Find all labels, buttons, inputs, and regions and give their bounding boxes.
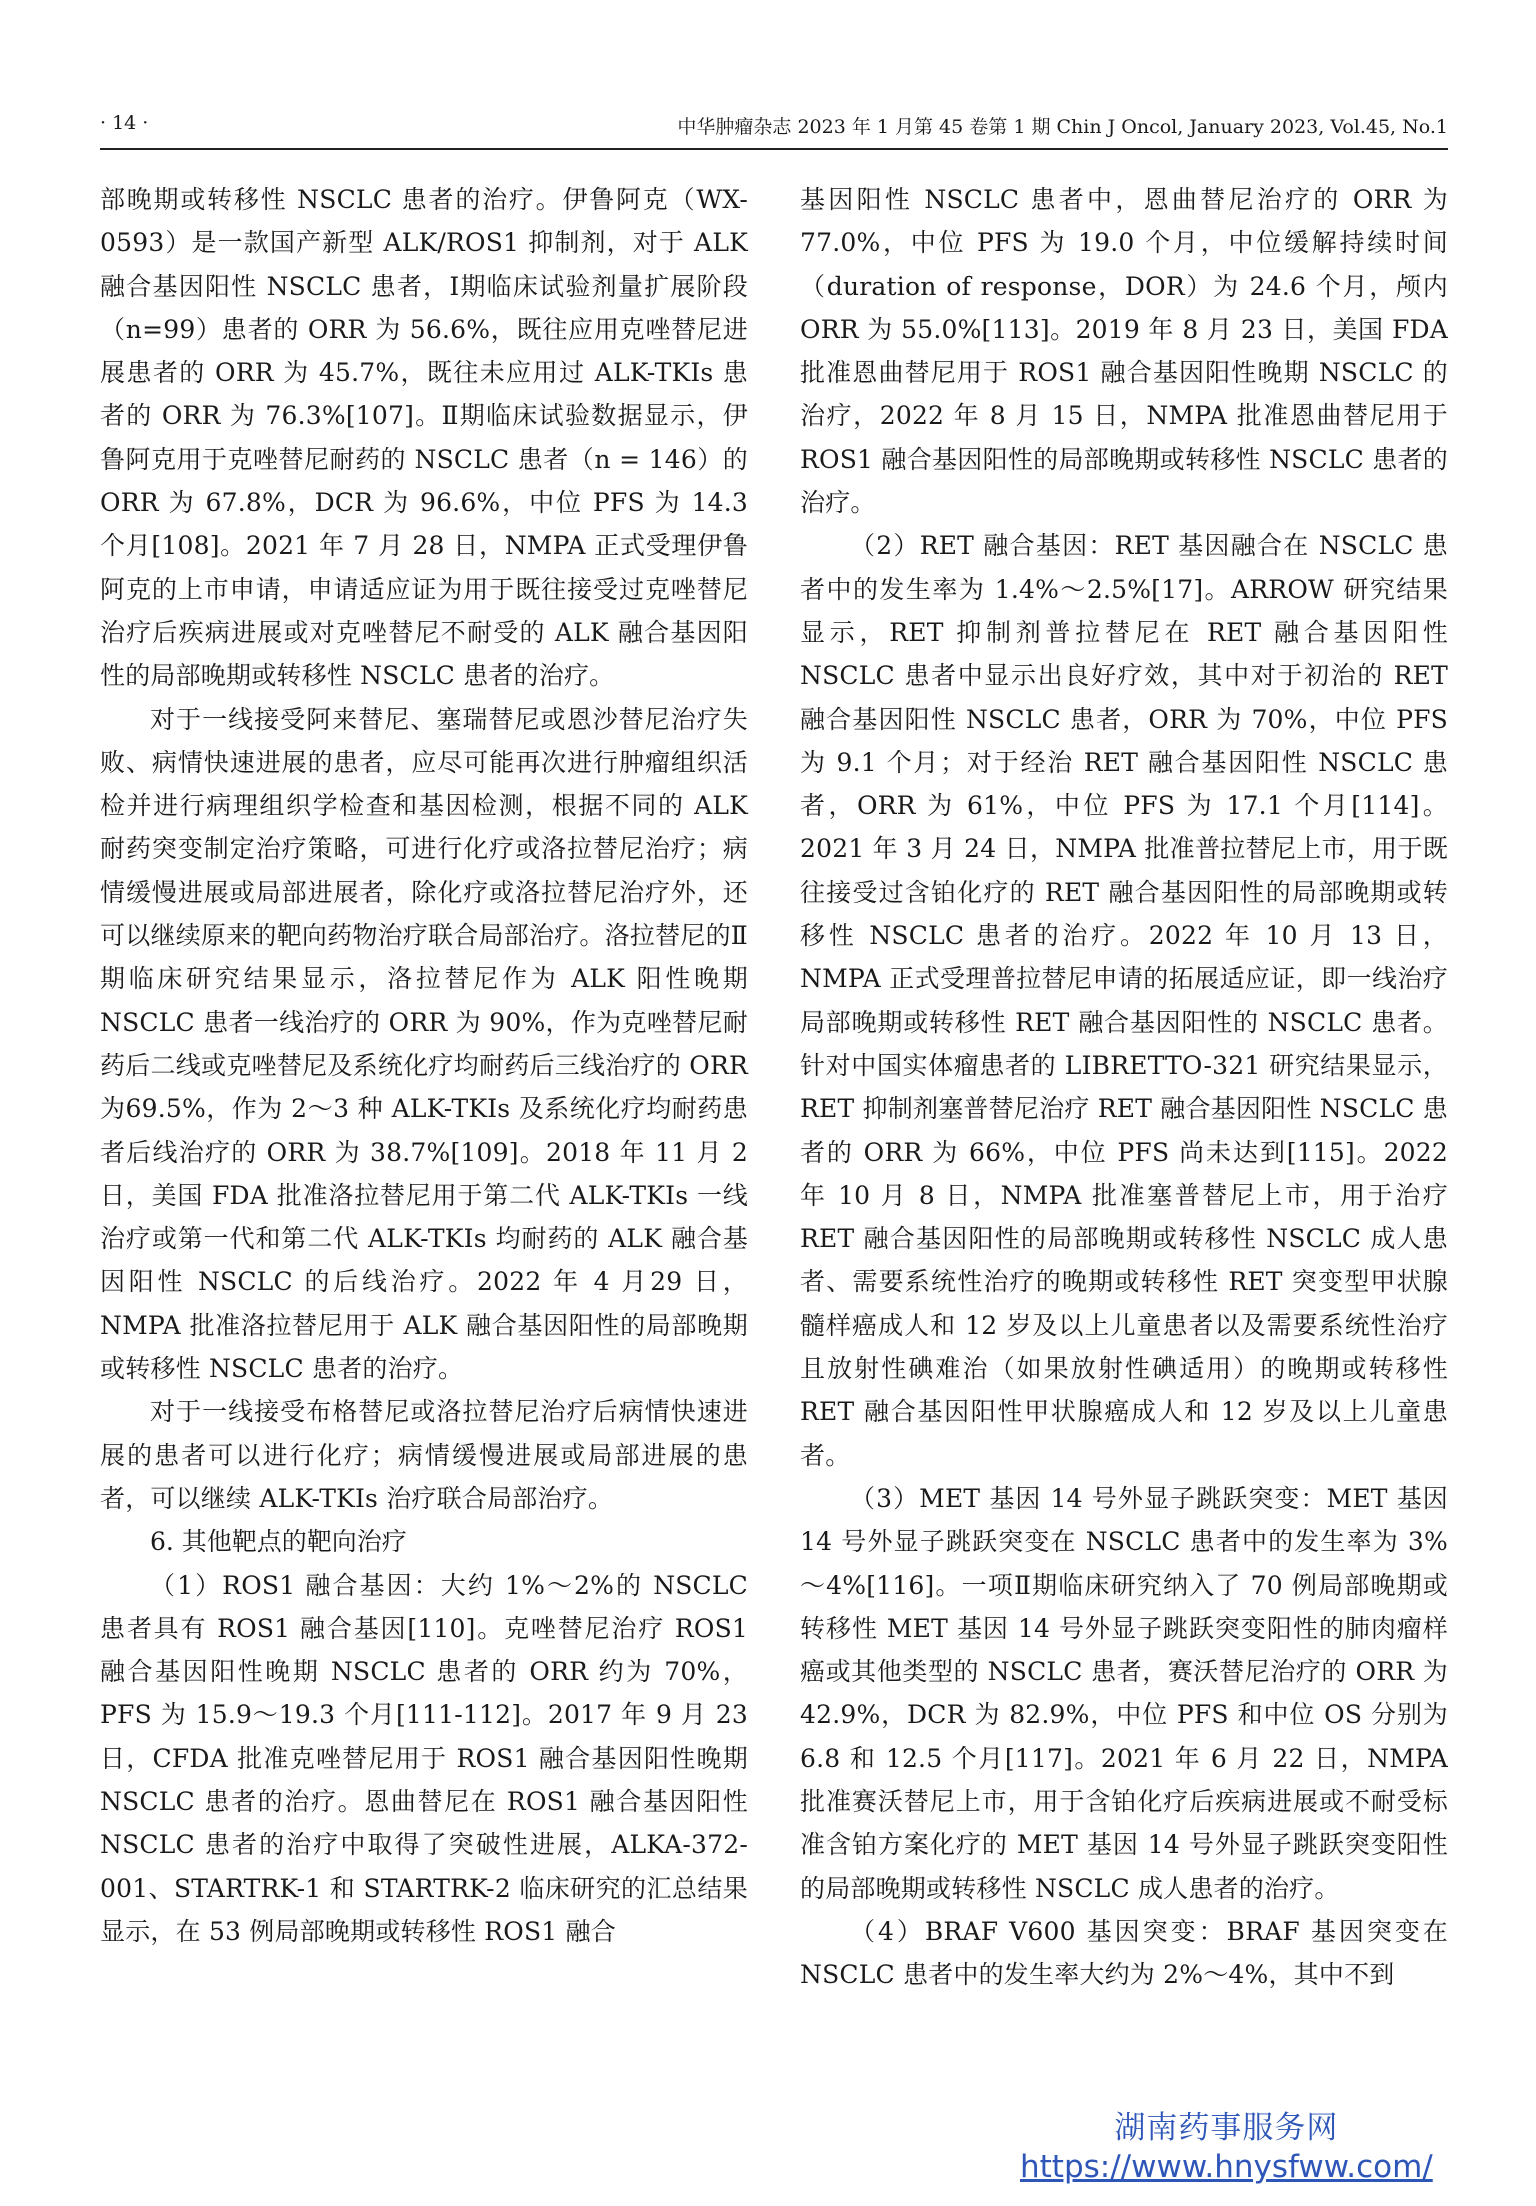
page-number: · 14 · xyxy=(100,112,149,134)
running-header xyxy=(100,112,1448,150)
paragraph-braf: （4）BRAF V600 基因突变：BRAF 基因突变在 NSCLC 患者中的发生率大约为 2%～4%，其中不到 xyxy=(800,1916,1448,1990)
paragraph-met: （3）MET 基因 14 号外显子跳跃突变：MET 基因 14 号外显子跳跃突变在 NSCLC 患者中的发生率为 3%～4%[116]。一项Ⅱ期临床研究纳入了 70 例局部晚期或转移性 MET 基因 14 号外显子跳跃突变阳性的肺肉瘤样癌或其他类型的 NSCLC 患者，赛沃替尼治疗的 ORR 为 42.9%，DCR 为 82.9%，中位 PFS 和中位 OS 分别为 6.8 和 12.5 个月[117]。2021 年 6 月 22 日，NMPA 批准赛沃替尼上市，用于含铂化疗后疾病进展或不耐受标准含铂方案化疗的 MET 基因 14 号外显子跳跃突变阳性的局部晚期或转移性 NSCLC 成人患者的治疗。 xyxy=(800,1483,1448,1903)
paragraph-lorlatinib-strategy: 对于一线接受阿来替尼、塞瑞替尼或恩沙替尼治疗失败、病情快速进展的患者，应尽可能再次进行肿瘤组织活检并进行病理组织学检查和基因检测，根据不同的 ALK 耐药突变制定治疗策略，可进行化疗或洛拉替尼治疗；病情缓慢进展或局部进展者，除化疗或洛拉替尼治疗外，还可以继续原来的靶向药物治疗联合局部治疗。洛拉替尼的Ⅱ期临床研究结果显示，洛拉替尼作为 ALK 阳性晚期 NSCLC 患者一线治疗的 ORR 为 90%，作为克唑替尼耐药后二线或克唑替尼及系统化疗均耐药后三线治疗的 ORR 为69.5%，作为 2～3 种 ALK-TKIs 及系统化疗均耐药患者后线治疗的 ORR 为 38.7%[109]。2018 年 11 月 2 日，美国 FDA 批准洛拉替尼用于第二代 ALK-TKIs 一线治疗或第一代和第二代 ALK-TKIs 均耐药的 ALK 融合基因阳性 NSCLC 的后线治疗。2022 年 4 月29 日，NMPA 批准洛拉替尼用于 ALK 融合基因阳性的局部晚期或转移性 NSCLC 患者的治疗。 xyxy=(100,704,748,1384)
paragraph-brigatinib-progression: 对于一线接受布格替尼或洛拉替尼治疗后病情快速进展的患者可以进行化疗；病情缓慢进展或局部进展的患者，可以继续 ALK-TKIs 治疗联合局部治疗。 xyxy=(100,1397,748,1513)
site-watermark xyxy=(1020,2102,1433,2185)
paragraph-ret: （2）RET 融合基因：RET 基因融合在 NSCLC 患者中的发生率为 1.4%～2.5%[17]。ARROW 研究结果显示，RET 抑制剂普拉替尼在 RET 融合基因阳性 NSCLC 患者中显示出良好疗效，其中对于初治的 RET 融合基因阳性 NSCLC 患者，ORR 为 70%，中位 PFS 为 9.1 个月；对于经治 RET 融合基因阳性 NSCLC 患者，ORR 为 61%，中位 PFS 为 17.1 个月[114]。2021 年 3 月 24 日，NMPA 批准普拉替尼上市，用于既往接受过含铂化疗的 RET 融合基因阳性的局部晚期或转移性 NSCLC 患者的治疗。2022 年 10 月 13 日，NMPA 正式受理普拉替尼申请的拓展适应证，即一线治疗局部晚期或转移性 RET 融合基因阳性的 NSCLC 患者。针对中国实体瘤患者的 LIBRETTO-321 研究结果显示，RET 抑制剂塞普替尼治疗 RET 融合基因阳性 NSCLC 患者的 ORR 为 66%，中位 PFS 尚未达到[115]。2022 年 10 月 8 日，NMPA 批准塞普替尼上市，用于治疗 RET 融合基因阳性的局部晚期或转移性 NSCLC 成人患者、需要系统性治疗的晚期或转移性 RET 突变型甲状腺髓样癌成人和 12 岁及以上儿童患者以及需要系统性治疗且放射性碘难治（如果放射性碘适用）的晚期或转移性 RET 融合基因阳性甲状腺癌成人和 12 岁及以上儿童患者。 xyxy=(800,531,1448,1470)
section-heading-other-targets: 6. 其他靶点的靶向治疗 xyxy=(150,1527,407,1557)
paragraph-iruplinalkib: 部晚期或转移性 NSCLC 患者的治疗。伊鲁阿克（WX-0593）是一款国产新型 ALK/ROS1 抑制剂，对于 ALK 融合基因阳性 NSCLC 患者，Ⅰ期临床试验剂量扩展阶段（n=99）患者的 ORR 为 56.6%，既往应用克唑替尼进展患者的 ORR 为 45.7%，既往未应用过 ALK-TKIs 患者的 ORR 为 76.3%[107]。Ⅱ期临床试验数据显示，伊鲁阿克用于克唑替尼耐药的 NSCLC 患者（n = 146）的 ORR 为 67.8%，DCR 为 96.6%，中位 PFS 为 14.3 个月[108]。2021 年 7 月 28 日，NMPA 正式受理伊鲁阿克的上市申请，申请适应证为用于既往接受过克唑替尼治疗后疾病进展或对克唑替尼不耐受的 ALK 融合基因阳性的局部晚期或转移性 NSCLC 患者的治疗。 xyxy=(100,185,748,691)
paragraph-ros1: （1）ROS1 融合基因：大约 1%～2%的 NSCLC 患者具有 ROS1 融合基因[110]。克唑替尼治疗 ROS1 融合基因阳性晚期 NSCLC 患者的 ORR 约为 70%，PFS 为 15.9～19.3 个月[111-112]。2017 年 9 月 23 日，CFDA 批准克唑替尼用于 ROS1 融合基因阳性晚期 NSCLC 患者的治疗。恩曲替尼在 ROS1 融合基因阳性 NSCLC 患者的治疗中取得了突破性进展，ALKA-372-001、STARTRK-1 和 STARTRK-2 临床研究的汇总结果显示，在 53 例局部晚期或转移性 ROS1 融合 xyxy=(100,1570,748,1946)
right-column xyxy=(800,178,1448,1996)
paragraph-entrectinib: 基因阳性 NSCLC 患者中，恩曲替尼治疗的 ORR 为 77.0%，中位 PFS 为 19.0 个月，中位缓解持续时间（duration of response，DOR）为 24.6 个月，颅内 ORR 为 55.0%[113]。2019 年 8 月 23 日，美国 FDA 批准恩曲替尼用于 ROS1 融合基因阳性晚期 NSCLC 的治疗，2022 年 8 月 15 日，NMPA 批准恩曲替尼用于 ROS1 融合基因阳性的局部晚期或转移性 NSCLC 患者的治疗。 xyxy=(800,185,1448,518)
left-column xyxy=(100,178,748,1953)
journal-citation: 中华肿瘤杂志 2023 年 1 月第 45 卷第 1 期 Chin J Oncol, January 2023, Vol.45, No.1 xyxy=(677,116,1448,138)
watermark-link[interactable]: https://www.hnysfww.com/ xyxy=(1020,2149,1433,2185)
watermark-site-name: 湖南药事服务网 xyxy=(1114,2110,1339,2146)
